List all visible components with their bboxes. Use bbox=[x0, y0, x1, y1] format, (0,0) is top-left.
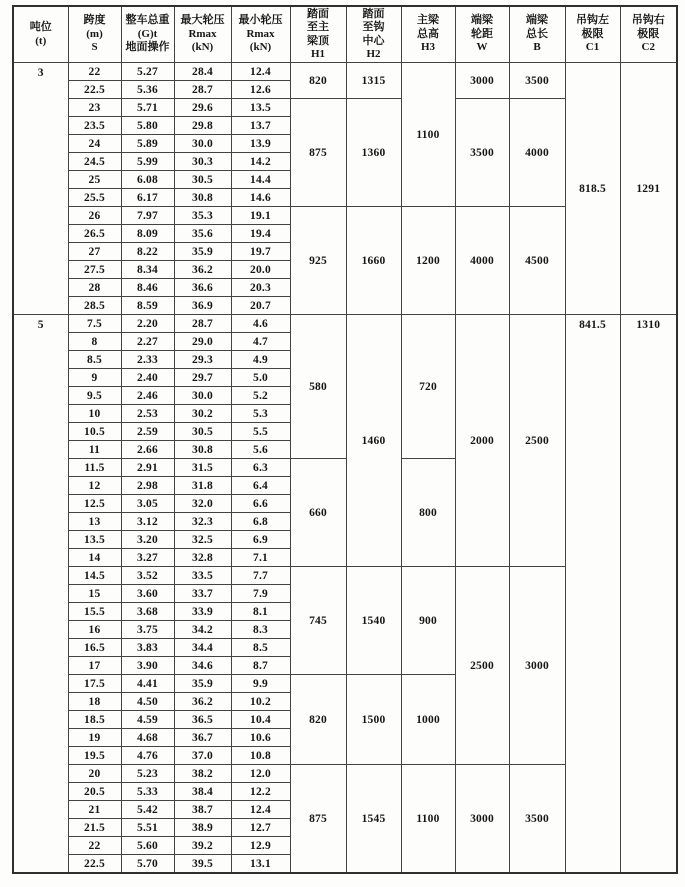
cell-span: 8 bbox=[68, 333, 121, 351]
cell-rmin: 7.9 bbox=[231, 585, 290, 603]
cell-total-weight: 6.17 bbox=[121, 189, 174, 207]
cell-h2: 1545 bbox=[346, 765, 401, 874]
cell-rmax: 36.5 bbox=[174, 711, 231, 729]
cell-span: 12 bbox=[68, 477, 121, 495]
cell-rmax: 32.3 bbox=[174, 513, 231, 531]
header-row bbox=[13, 6, 677, 63]
cell-rmax: 34.2 bbox=[174, 621, 231, 639]
cell-rmin: 7.7 bbox=[231, 567, 290, 585]
table-row bbox=[13, 315, 677, 333]
cell-total-weight: 4.59 bbox=[121, 711, 174, 729]
cell-w: 3500 bbox=[455, 99, 509, 207]
cell-total-weight: 8.22 bbox=[121, 243, 174, 261]
cell-span: 7.5 bbox=[68, 315, 121, 333]
cell-rmin: 8.3 bbox=[231, 621, 290, 639]
cell-rmax: 32.8 bbox=[174, 549, 231, 567]
cell-span: 8.5 bbox=[68, 351, 121, 369]
cell-b: 4000 bbox=[509, 99, 565, 207]
cell-rmax: 32.5 bbox=[174, 531, 231, 549]
cell-span: 20 bbox=[68, 765, 121, 783]
cell-c1: 818.5 bbox=[565, 63, 620, 315]
cell-rmin: 5.5 bbox=[231, 423, 290, 441]
cell-span: 23.5 bbox=[68, 117, 121, 135]
cell-rmax: 35.9 bbox=[174, 243, 231, 261]
cell-total-weight: 4.41 bbox=[121, 675, 174, 693]
cell-span: 22.5 bbox=[68, 855, 121, 874]
cell-rmax: 39.2 bbox=[174, 837, 231, 855]
cell-rmin: 20.3 bbox=[231, 279, 290, 297]
cell-span: 22.5 bbox=[68, 81, 121, 99]
cell-rmax: 29.0 bbox=[174, 333, 231, 351]
cell-h1: 580 bbox=[290, 315, 346, 459]
cell-w: 4000 bbox=[455, 207, 509, 315]
cell-total-weight: 8.59 bbox=[121, 297, 174, 315]
cell-span: 22 bbox=[68, 63, 121, 81]
cell-total-weight: 2.59 bbox=[121, 423, 174, 441]
cell-span: 24 bbox=[68, 135, 121, 153]
cell-rmin: 6.4 bbox=[231, 477, 290, 495]
cell-total-weight: 2.98 bbox=[121, 477, 174, 495]
cell-rmin: 10.4 bbox=[231, 711, 290, 729]
cell-total-weight: 3.90 bbox=[121, 657, 174, 675]
cell-rmax: 30.8 bbox=[174, 441, 231, 459]
column-header-b: 端梁 总长 B bbox=[509, 6, 565, 63]
cell-total-weight: 3.27 bbox=[121, 549, 174, 567]
cell-rmin: 8.1 bbox=[231, 603, 290, 621]
cell-total-weight: 2.66 bbox=[121, 441, 174, 459]
cell-rmin: 13.7 bbox=[231, 117, 290, 135]
cell-rmax: 33.5 bbox=[174, 567, 231, 585]
cell-span: 20.5 bbox=[68, 783, 121, 801]
cell-h3: 1000 bbox=[401, 675, 455, 765]
cell-rmin: 6.6 bbox=[231, 495, 290, 513]
cell-tonnage: 5 bbox=[13, 315, 68, 874]
cell-total-weight: 4.68 bbox=[121, 729, 174, 747]
cell-rmin: 10.2 bbox=[231, 693, 290, 711]
cell-rmin: 6.9 bbox=[231, 531, 290, 549]
cell-rmax: 32.0 bbox=[174, 495, 231, 513]
cell-rmin: 8.5 bbox=[231, 639, 290, 657]
cell-rmin: 20.7 bbox=[231, 297, 290, 315]
cell-rmax: 33.7 bbox=[174, 585, 231, 603]
cell-rmax: 36.6 bbox=[174, 279, 231, 297]
cell-span: 19.5 bbox=[68, 747, 121, 765]
cell-rmax: 29.8 bbox=[174, 117, 231, 135]
cell-total-weight: 2.33 bbox=[121, 351, 174, 369]
cell-h2: 1660 bbox=[346, 207, 401, 315]
cell-h1: 820 bbox=[290, 675, 346, 765]
cell-b: 3500 bbox=[509, 765, 565, 874]
cell-rmax: 29.7 bbox=[174, 369, 231, 387]
cell-span: 17.5 bbox=[68, 675, 121, 693]
column-header-c2: 吊钩右 极限 C2 bbox=[620, 6, 677, 63]
cell-rmax: 31.8 bbox=[174, 477, 231, 495]
cell-span: 27 bbox=[68, 243, 121, 261]
cell-h3: 720 bbox=[401, 315, 455, 459]
column-header-tonnage: 吨位 (t) bbox=[13, 6, 68, 63]
cell-h2: 1315 bbox=[346, 63, 401, 99]
cell-total-weight: 4.50 bbox=[121, 693, 174, 711]
cell-h1: 745 bbox=[290, 567, 346, 675]
cell-rmin: 13.1 bbox=[231, 855, 290, 874]
cell-rmax: 35.3 bbox=[174, 207, 231, 225]
cell-rmin: 13.5 bbox=[231, 99, 290, 117]
cell-rmin: 6.8 bbox=[231, 513, 290, 531]
cell-total-weight: 3.05 bbox=[121, 495, 174, 513]
cell-h3: 1100 bbox=[401, 765, 455, 874]
cell-tonnage: 3 bbox=[13, 63, 68, 315]
cell-w: 2500 bbox=[455, 567, 509, 765]
cell-rmin: 12.0 bbox=[231, 765, 290, 783]
column-header-c1: 吊钩左 极限 C1 bbox=[565, 6, 620, 63]
cell-rmax: 36.7 bbox=[174, 729, 231, 747]
cell-rmin: 10.8 bbox=[231, 747, 290, 765]
cell-rmax: 28.7 bbox=[174, 81, 231, 99]
column-header-h2: 踏面 至钩 中心 H2 bbox=[346, 6, 401, 63]
cell-rmin: 12.4 bbox=[231, 801, 290, 819]
cell-span: 15 bbox=[68, 585, 121, 603]
cell-h3: 800 bbox=[401, 459, 455, 567]
cell-span: 25 bbox=[68, 171, 121, 189]
cell-total-weight: 3.75 bbox=[121, 621, 174, 639]
cell-span: 25.5 bbox=[68, 189, 121, 207]
cell-span: 13 bbox=[68, 513, 121, 531]
cell-total-weight: 5.60 bbox=[121, 837, 174, 855]
cell-b: 3500 bbox=[509, 63, 565, 99]
column-header-h1: 踏面 至主 梁顶 H1 bbox=[290, 6, 346, 63]
cell-total-weight: 5.23 bbox=[121, 765, 174, 783]
cell-rmax: 36.9 bbox=[174, 297, 231, 315]
cell-h1: 875 bbox=[290, 99, 346, 207]
cell-span: 11 bbox=[68, 441, 121, 459]
cell-rmin: 19.7 bbox=[231, 243, 290, 261]
cell-span: 11.5 bbox=[68, 459, 121, 477]
cell-b: 4500 bbox=[509, 207, 565, 315]
cell-rmin: 19.1 bbox=[231, 207, 290, 225]
cell-span: 10 bbox=[68, 405, 121, 423]
cell-h1: 820 bbox=[290, 63, 346, 99]
cell-b: 2500 bbox=[509, 315, 565, 567]
cell-rmin: 5.6 bbox=[231, 441, 290, 459]
cell-total-weight: 5.51 bbox=[121, 819, 174, 837]
cell-rmin: 5.0 bbox=[231, 369, 290, 387]
cell-h3: 1100 bbox=[401, 63, 455, 207]
cell-rmin: 20.0 bbox=[231, 261, 290, 279]
cell-total-weight: 3.83 bbox=[121, 639, 174, 657]
cell-span: 28 bbox=[68, 279, 121, 297]
cell-c2: 1310 bbox=[620, 315, 677, 874]
cell-rmin: 4.7 bbox=[231, 333, 290, 351]
cell-rmin: 4.6 bbox=[231, 315, 290, 333]
cell-rmax: 35.9 bbox=[174, 675, 231, 693]
cell-span: 19 bbox=[68, 729, 121, 747]
cell-total-weight: 8.09 bbox=[121, 225, 174, 243]
cell-rmin: 5.2 bbox=[231, 387, 290, 405]
cell-total-weight: 3.52 bbox=[121, 567, 174, 585]
cell-total-weight: 4.76 bbox=[121, 747, 174, 765]
cell-span: 10.5 bbox=[68, 423, 121, 441]
cell-total-weight: 3.20 bbox=[121, 531, 174, 549]
cell-h2: 1540 bbox=[346, 567, 401, 675]
cell-span: 18 bbox=[68, 693, 121, 711]
cell-rmax: 38.4 bbox=[174, 783, 231, 801]
cell-total-weight: 3.68 bbox=[121, 603, 174, 621]
cell-span: 26 bbox=[68, 207, 121, 225]
cell-rmin: 14.6 bbox=[231, 189, 290, 207]
cell-span: 17 bbox=[68, 657, 121, 675]
cell-b: 3000 bbox=[509, 567, 565, 765]
cell-rmin: 12.9 bbox=[231, 837, 290, 855]
table-row bbox=[13, 63, 677, 81]
cell-h2: 1500 bbox=[346, 675, 401, 765]
cell-rmin: 14.4 bbox=[231, 171, 290, 189]
cell-total-weight: 2.91 bbox=[121, 459, 174, 477]
cell-rmin: 12.6 bbox=[231, 81, 290, 99]
cell-span: 22 bbox=[68, 837, 121, 855]
cell-rmin: 12.4 bbox=[231, 63, 290, 81]
cell-h2: 1360 bbox=[346, 99, 401, 207]
cell-rmax: 38.9 bbox=[174, 819, 231, 837]
table-header bbox=[13, 6, 677, 63]
cell-span: 21 bbox=[68, 801, 121, 819]
cell-rmin: 8.7 bbox=[231, 657, 290, 675]
cell-h1: 660 bbox=[290, 459, 346, 567]
cell-rmin: 14.2 bbox=[231, 153, 290, 171]
cell-rmin: 19.4 bbox=[231, 225, 290, 243]
cell-w: 3000 bbox=[455, 765, 509, 874]
cell-total-weight: 5.42 bbox=[121, 801, 174, 819]
cell-w: 2000 bbox=[455, 315, 509, 567]
cell-span: 9 bbox=[68, 369, 121, 387]
cell-rmax: 28.7 bbox=[174, 315, 231, 333]
cell-span: 27.5 bbox=[68, 261, 121, 279]
cell-total-weight: 5.80 bbox=[121, 117, 174, 135]
cell-rmax: 37.0 bbox=[174, 747, 231, 765]
cell-rmin: 10.6 bbox=[231, 729, 290, 747]
cell-rmin: 12.2 bbox=[231, 783, 290, 801]
cell-total-weight: 2.40 bbox=[121, 369, 174, 387]
column-header-rmin: 最小轮压 Rmax (kN) bbox=[231, 6, 290, 63]
cell-total-weight: 5.99 bbox=[121, 153, 174, 171]
cell-total-weight: 2.46 bbox=[121, 387, 174, 405]
cell-span: 16.5 bbox=[68, 639, 121, 657]
column-header-span: 跨度 (m) S bbox=[68, 6, 121, 63]
cell-total-weight: 8.34 bbox=[121, 261, 174, 279]
cell-rmin: 6.3 bbox=[231, 459, 290, 477]
cell-c1: 841.5 bbox=[565, 315, 620, 874]
cell-span: 15.5 bbox=[68, 603, 121, 621]
cell-rmin: 7.1 bbox=[231, 549, 290, 567]
cell-rmin: 4.9 bbox=[231, 351, 290, 369]
cell-rmax: 30.0 bbox=[174, 387, 231, 405]
cell-rmax: 34.4 bbox=[174, 639, 231, 657]
cell-span: 14.5 bbox=[68, 567, 121, 585]
cell-c2: 1291 bbox=[620, 63, 677, 315]
cell-h1: 875 bbox=[290, 765, 346, 874]
cell-span: 24.5 bbox=[68, 153, 121, 171]
cell-rmax: 30.5 bbox=[174, 171, 231, 189]
cell-total-weight: 6.08 bbox=[121, 171, 174, 189]
cell-h3: 1200 bbox=[401, 207, 455, 315]
cell-total-weight: 2.27 bbox=[121, 333, 174, 351]
cell-span: 23 bbox=[68, 99, 121, 117]
column-header-rmax: 最大轮压 Rmax (kN) bbox=[174, 6, 231, 63]
cell-span: 14 bbox=[68, 549, 121, 567]
cell-span: 16 bbox=[68, 621, 121, 639]
cell-rmax: 30.8 bbox=[174, 189, 231, 207]
cell-rmax: 28.4 bbox=[174, 63, 231, 81]
cell-w: 3000 bbox=[455, 63, 509, 99]
cell-rmax: 29.6 bbox=[174, 99, 231, 117]
cell-span: 18.5 bbox=[68, 711, 121, 729]
cell-total-weight: 5.36 bbox=[121, 81, 174, 99]
cell-total-weight: 8.46 bbox=[121, 279, 174, 297]
cell-total-weight: 7.97 bbox=[121, 207, 174, 225]
cell-span: 9.5 bbox=[68, 387, 121, 405]
cell-rmax: 30.3 bbox=[174, 153, 231, 171]
cell-rmax: 36.2 bbox=[174, 693, 231, 711]
cell-rmax: 30.2 bbox=[174, 405, 231, 423]
cell-total-weight: 2.53 bbox=[121, 405, 174, 423]
cell-total-weight: 5.33 bbox=[121, 783, 174, 801]
cell-total-weight: 5.27 bbox=[121, 63, 174, 81]
cell-total-weight: 3.12 bbox=[121, 513, 174, 531]
cell-rmin: 9.9 bbox=[231, 675, 290, 693]
crane-spec-table bbox=[12, 5, 678, 874]
cell-total-weight: 5.70 bbox=[121, 855, 174, 874]
cell-rmax: 34.6 bbox=[174, 657, 231, 675]
cell-h2: 1460 bbox=[346, 315, 401, 567]
cell-rmax: 38.7 bbox=[174, 801, 231, 819]
column-header-total_weight: 整车总重 (G)t 地面操作 bbox=[121, 6, 174, 63]
cell-rmax: 30.5 bbox=[174, 423, 231, 441]
cell-span: 13.5 bbox=[68, 531, 121, 549]
cell-total-weight: 3.60 bbox=[121, 585, 174, 603]
cell-rmax: 38.2 bbox=[174, 765, 231, 783]
cell-h3: 900 bbox=[401, 567, 455, 675]
cell-rmin: 5.3 bbox=[231, 405, 290, 423]
cell-rmax: 33.9 bbox=[174, 603, 231, 621]
cell-rmax: 31.5 bbox=[174, 459, 231, 477]
column-header-h3: 主梁 总高 H3 bbox=[401, 6, 455, 63]
cell-rmin: 12.7 bbox=[231, 819, 290, 837]
cell-rmax: 29.3 bbox=[174, 351, 231, 369]
table-body bbox=[13, 63, 677, 874]
cell-rmax: 36.2 bbox=[174, 261, 231, 279]
cell-rmax: 39.5 bbox=[174, 855, 231, 874]
column-header-w: 端梁 轮距 W bbox=[455, 6, 509, 63]
cell-rmax: 30.0 bbox=[174, 135, 231, 153]
cell-total-weight: 2.20 bbox=[121, 315, 174, 333]
cell-span: 21.5 bbox=[68, 819, 121, 837]
cell-rmax: 35.6 bbox=[174, 225, 231, 243]
cell-span: 26.5 bbox=[68, 225, 121, 243]
cell-h1: 925 bbox=[290, 207, 346, 315]
cell-total-weight: 5.71 bbox=[121, 99, 174, 117]
cell-total-weight: 5.89 bbox=[121, 135, 174, 153]
cell-span: 12.5 bbox=[68, 495, 121, 513]
cell-rmin: 13.9 bbox=[231, 135, 290, 153]
cell-span: 28.5 bbox=[68, 297, 121, 315]
